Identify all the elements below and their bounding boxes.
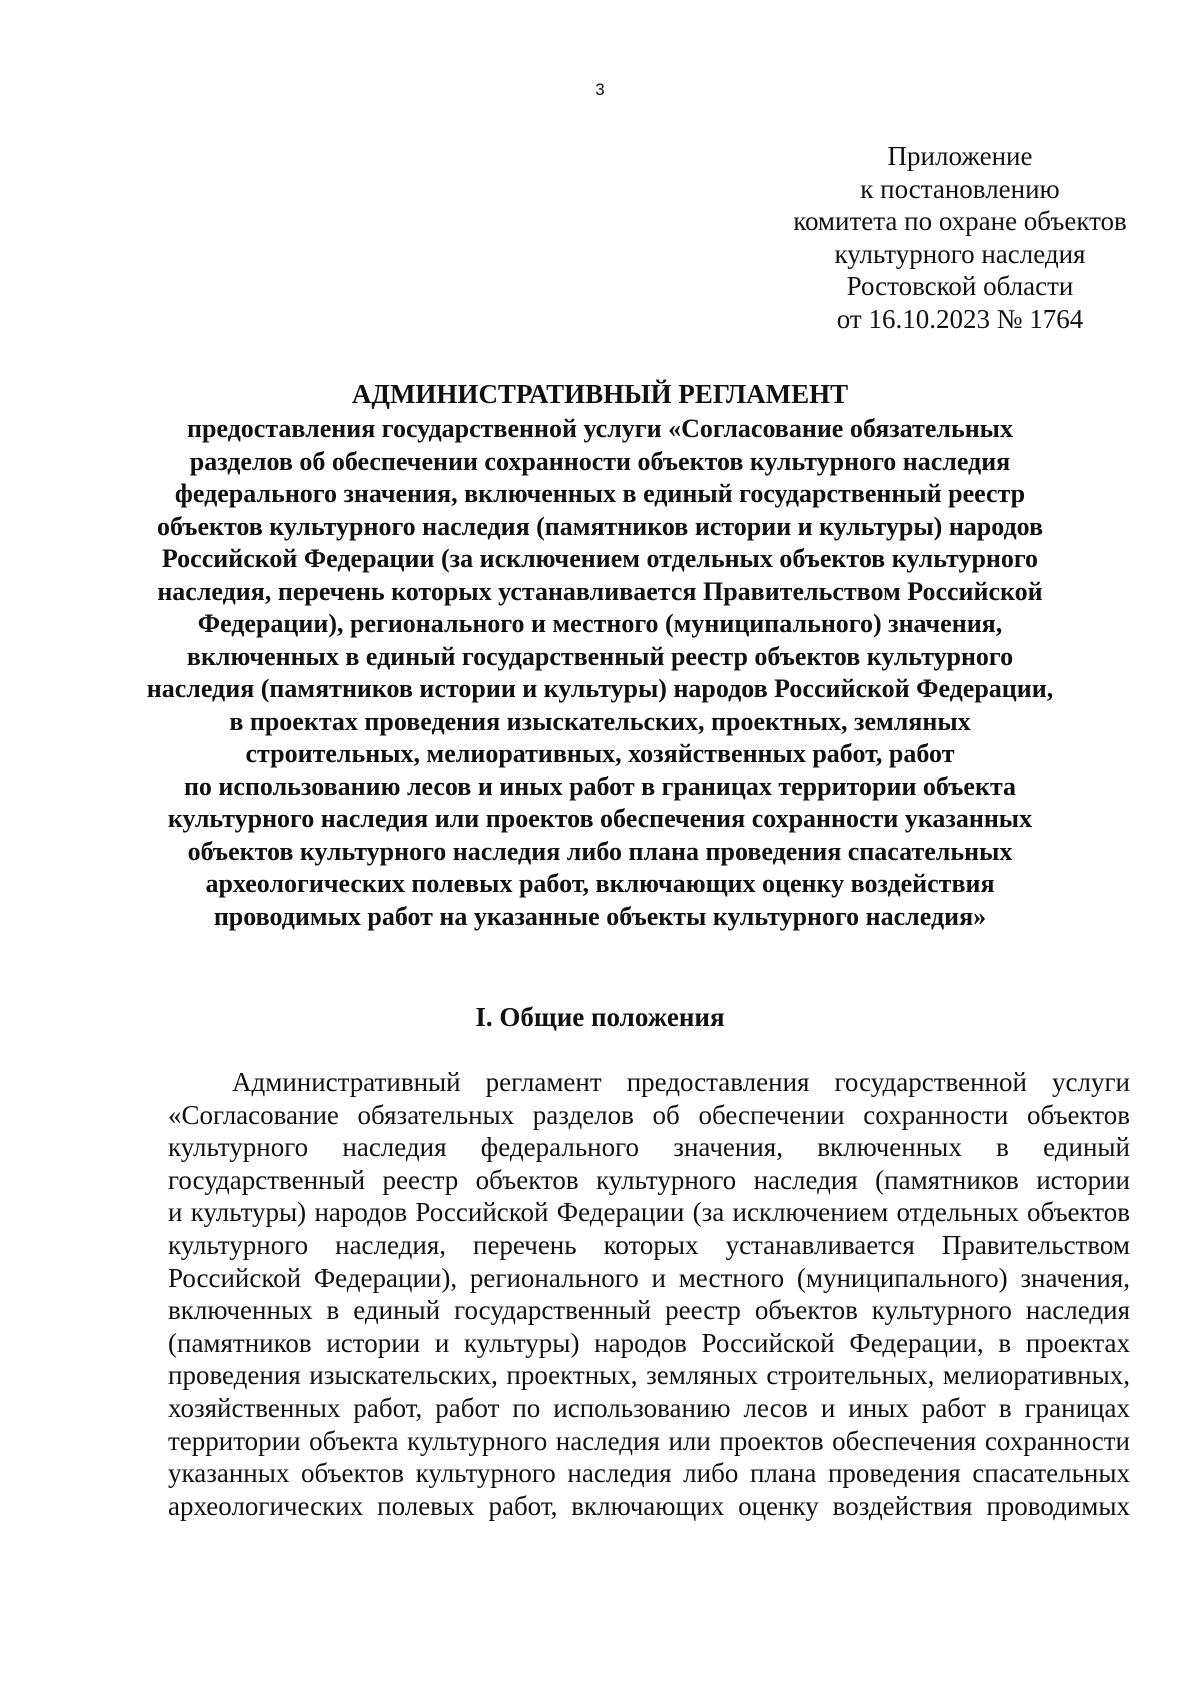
body-line: хозяйственных работ, работ по использованию лесов и иных работ в границах [168,1392,1130,1423]
body-line: указанных объектов культурного наследия либо плана проведения спасательных [168,1458,1130,1489]
subtitle-line: археологических полевых работ, включающих оценку воздействия [205,869,995,898]
body-line: культурного наследия, перечень которых устанавливается Правительством [168,1229,1130,1260]
body-line: включенных в единый государственный реестр объектов культурного наследия [168,1295,1130,1326]
page-number: 3 [595,80,605,99]
body-line: государственный реестр объектов культурного наследия (памятников истории [168,1164,1130,1195]
section-heading: I. Общие положения [475,1002,725,1032]
body-line: археологических полевых работ, включающих оценку воздействия проводимых [168,1490,1130,1521]
subtitle-line: строительных, мелиоративных, хозяйственных работ, работ [245,739,955,768]
subtitle-line: включенных в единый государственный реестр объектов культурного [186,641,1014,671]
body-line: проведения изыскательских, проектных, земляных строительных, мелиоративных, [168,1360,1130,1391]
subtitle-line: в проектах проведения изыскательских, проектных, земляных [229,706,971,736]
subtitle-line: разделов об обеспечении сохранности объектов культурного наследия [189,446,1011,476]
appendix-line: Ростовской области [846,271,1074,302]
appendix-line: культурного наследия [834,238,1086,269]
appendix-block [770,140,1150,336]
body-line: и культуры) народов Российской Федерации (за исключением отдельных объектов [168,1197,1130,1228]
document-subtitle [100,413,1100,933]
subtitle-line: федерального значения, включенных в единый государственный реестр [174,479,1026,508]
subtitle-line: по использованию лесов и иных работ в границах территории объекта [183,771,1017,801]
subtitle-line: наследия (памятников истории и культуры) народов Российской Федерации, [146,674,1054,703]
body-line: (памятников истории и культуры) народов Российской Федерации, в проектах [168,1327,1130,1358]
appendix-line: Приложение [887,141,1033,171]
body-line: Российской Федерации), регионального и местного (муниципального) значения, [168,1262,1130,1293]
body-paragraph [168,1066,1130,1522]
subtitle-line: предоставления государственной услуги «Согласование обязательных [187,414,1013,443]
subtitle-line: культурного наследия или проектов обеспечения сохранности указанных [167,804,1033,833]
subtitle-line: наследия, перечень которых устанавливается Правительством Российской [157,576,1043,606]
document-title: АДМИНИСТРАТИВНЫЙ РЕГЛАМЕНТ [351,379,849,409]
appendix-line: к постановлению [860,173,1060,204]
subtitle-line: Федерации), регионального и местного (муниципального) значения, [197,609,1003,638]
body-line: «Согласование обязательных разделов об обеспечении сохранности объектов [168,1099,1130,1130]
appendix-line: от 16.10.2023 № 1764 [836,303,1084,334]
body-line: территории объекта культурного наследия или проектов обеспечения сохранности [168,1425,1130,1456]
appendix-line: комитета по охране объектов [793,206,1127,237]
subtitle-line: проводимых работ на указанные объекты культурного наследия» [213,901,987,931]
subtitle-line: объектов культурного наследия (памятников истории и культуры) народов [156,511,1044,541]
body-line: культурного наследия федерального значения, включенных в единый [168,1132,1130,1163]
subtitle-line: Российской Федерации (за исключением отдельных объектов культурного [161,544,1039,573]
subtitle-line: объектов культурного наследия либо плана проведения спасательных [187,836,1013,866]
body-line: Административный регламент предоставления государственной услуги [232,1067,1130,1097]
